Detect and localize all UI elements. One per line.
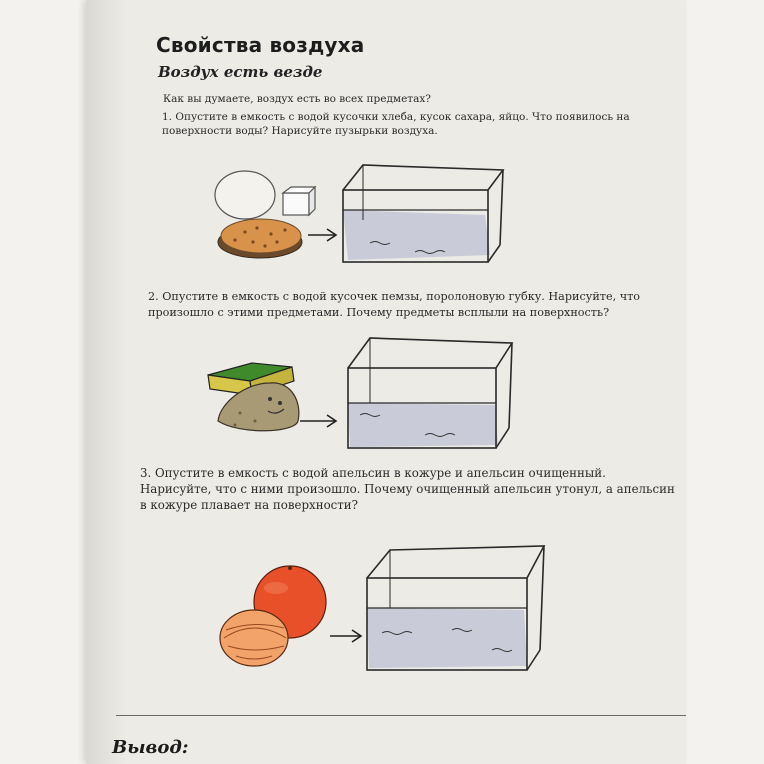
task-3-illustration: [212, 538, 552, 678]
task-1-text: 1. Опустите в емкость с водой кусочки хлеба, кусок сахара, яйцо. Что появилось на поверхности воды? Нарисуйте пузырьки воздуха.: [162, 111, 630, 137]
water-tank-icon: [367, 546, 544, 670]
water-tank-icon: [343, 165, 503, 262]
sponge-pumice-icon: [208, 363, 299, 431]
egg-sugar-bread-icon: [215, 171, 315, 258]
arrow-icon: [330, 630, 361, 642]
task-1-illustration: [205, 160, 505, 275]
page-subtitle: Воздух есть везде: [158, 63, 323, 81]
page-shadow: [86, 0, 126, 764]
intro-question: Как вы думаете, воздух есть во всех предметах?: [163, 93, 431, 105]
arrow-icon: [308, 229, 336, 241]
task-3-text: 3. Опустите в емкость с водой апельсин в кожуре и апельсин очищенный. Нарисуйте, что с ними произошло. Почему очищенный апельсин утонул, а апельсин в кожуре плавает на поверхности?: [140, 466, 675, 512]
divider-line: [116, 715, 686, 716]
conclusion-label: Вывод:: [112, 737, 189, 758]
arrow-icon: [300, 415, 336, 427]
task-2-text: 2. Опустите в емкость с водой кусочек пемзы, поролоновую губку. Нарисуйте, что произошло с этими предметами. Почему предметы всплыли на поверхность?: [148, 290, 641, 319]
oranges-icon: [220, 566, 326, 666]
water-tank-icon: [348, 338, 512, 448]
page-title: Свойства воздуха: [156, 33, 365, 57]
task-2-illustration: [200, 333, 520, 453]
